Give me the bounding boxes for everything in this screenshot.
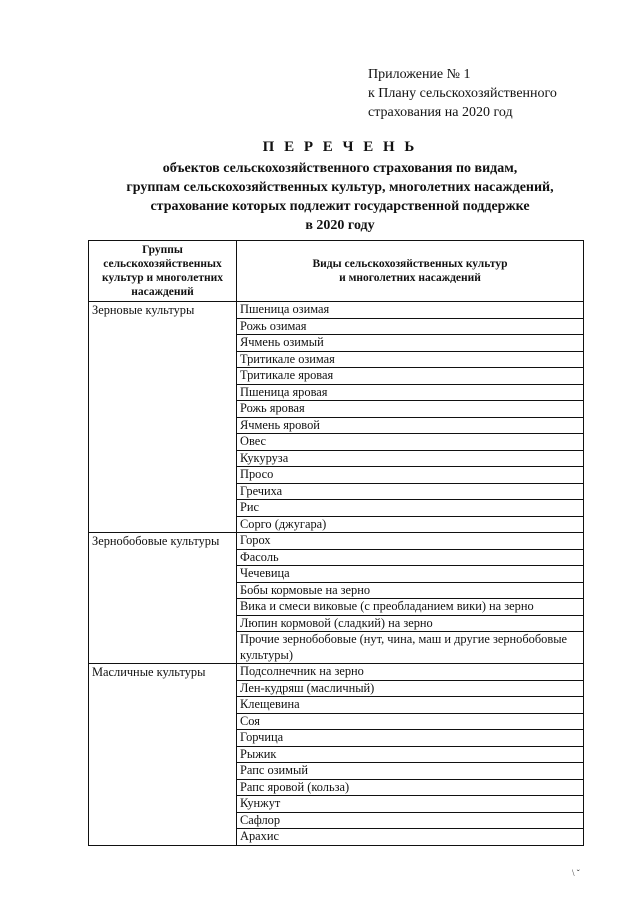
- crop-kind: Рожь яровая: [237, 401, 584, 418]
- crop-kind: Рыжик: [237, 746, 584, 763]
- appendix-year: страхования на 2020 год: [368, 105, 513, 120]
- crop-table: [88, 240, 584, 846]
- crop-kind: Просо: [237, 467, 584, 484]
- crop-kind: Арахис: [237, 829, 584, 846]
- header-kinds-line-1: Виды сельскохозяйственных культур: [312, 258, 508, 270]
- crop-kind: Пшеница озимая: [237, 302, 584, 319]
- crop-kind: Гречиха: [237, 483, 584, 500]
- crop-kind: Лен-кудряш (масличный): [237, 680, 584, 697]
- crop-kind: Клещевина: [237, 697, 584, 714]
- crop-kind: Вика и смеси виковые (с преобладанием вики) на зерно: [237, 599, 584, 616]
- heading-line-2: группам сельскохозяйственных культур, многолетних насаждений,: [126, 180, 554, 195]
- table-row: [89, 664, 584, 681]
- scan-mark: \ ˇ: [572, 868, 580, 878]
- crop-kind: Рапс яровой (кольза): [237, 779, 584, 796]
- crop-kind: Тритикале яровая: [237, 368, 584, 385]
- crop-kind: Чечевица: [237, 566, 584, 583]
- crop-kind: Бобы кормовые на зерно: [237, 582, 584, 599]
- table-row: [89, 533, 584, 550]
- crop-kind: Горох: [237, 533, 584, 550]
- crop-kind: Сорго (джугара): [237, 516, 584, 533]
- header-kinds: [237, 241, 584, 302]
- crop-kind: Фасоль: [237, 549, 584, 566]
- table-body: [89, 302, 584, 846]
- crop-kind: Горчица: [237, 730, 584, 747]
- crop-kind: Ячмень яровой: [237, 417, 584, 434]
- crop-kind: Люпин кормовой (сладкий) на зерно: [237, 615, 584, 632]
- group-name: Масличные культуры: [89, 664, 237, 846]
- document-heading: [60, 138, 620, 235]
- header-kinds-line-2: и многолетних насаждений: [339, 272, 481, 284]
- crop-kind: Овес: [237, 434, 584, 451]
- crop-kind: Сафлор: [237, 812, 584, 829]
- crop-kind: Соя: [237, 713, 584, 730]
- crop-kind: Ячмень озимый: [237, 335, 584, 352]
- heading-line-1: объектов сельскохозяйственного страхования по видам,: [162, 161, 518, 176]
- crop-kind: Подсолнечник на зерно: [237, 664, 584, 681]
- document-title: П Е Р Е Ч Е Н Ь: [262, 139, 418, 155]
- heading-line-4: в 2020 году: [305, 218, 375, 233]
- crop-kind: Тритикале озимая: [237, 351, 584, 368]
- crop-kind: Рожь озимая: [237, 318, 584, 335]
- crop-kind: Кукуруза: [237, 450, 584, 467]
- crop-kind: Рис: [237, 500, 584, 517]
- group-name: Зернобобовые культуры: [89, 533, 237, 664]
- header-groups: Группы сельскохозяйственных культур и многолетних насаждений: [89, 241, 237, 302]
- table-header-row: [89, 241, 584, 302]
- appendix-block: [368, 65, 557, 122]
- crop-kind: Рапс озимый: [237, 763, 584, 780]
- crop-kind: Кунжут: [237, 796, 584, 813]
- appendix-number: Приложение № 1: [368, 67, 471, 82]
- crop-kind: Пшеница яровая: [237, 384, 584, 401]
- crop-kind: Прочие зернобобовые (нут, чина, маш и другие зернобобовые культуры): [237, 632, 584, 664]
- table-row: [89, 302, 584, 319]
- group-name: Зерновые культуры: [89, 302, 237, 533]
- heading-line-3: страхование которых подлежит государственной поддержке: [150, 199, 530, 214]
- appendix-plan-ref: к Плану сельскохозяйственного: [368, 86, 557, 101]
